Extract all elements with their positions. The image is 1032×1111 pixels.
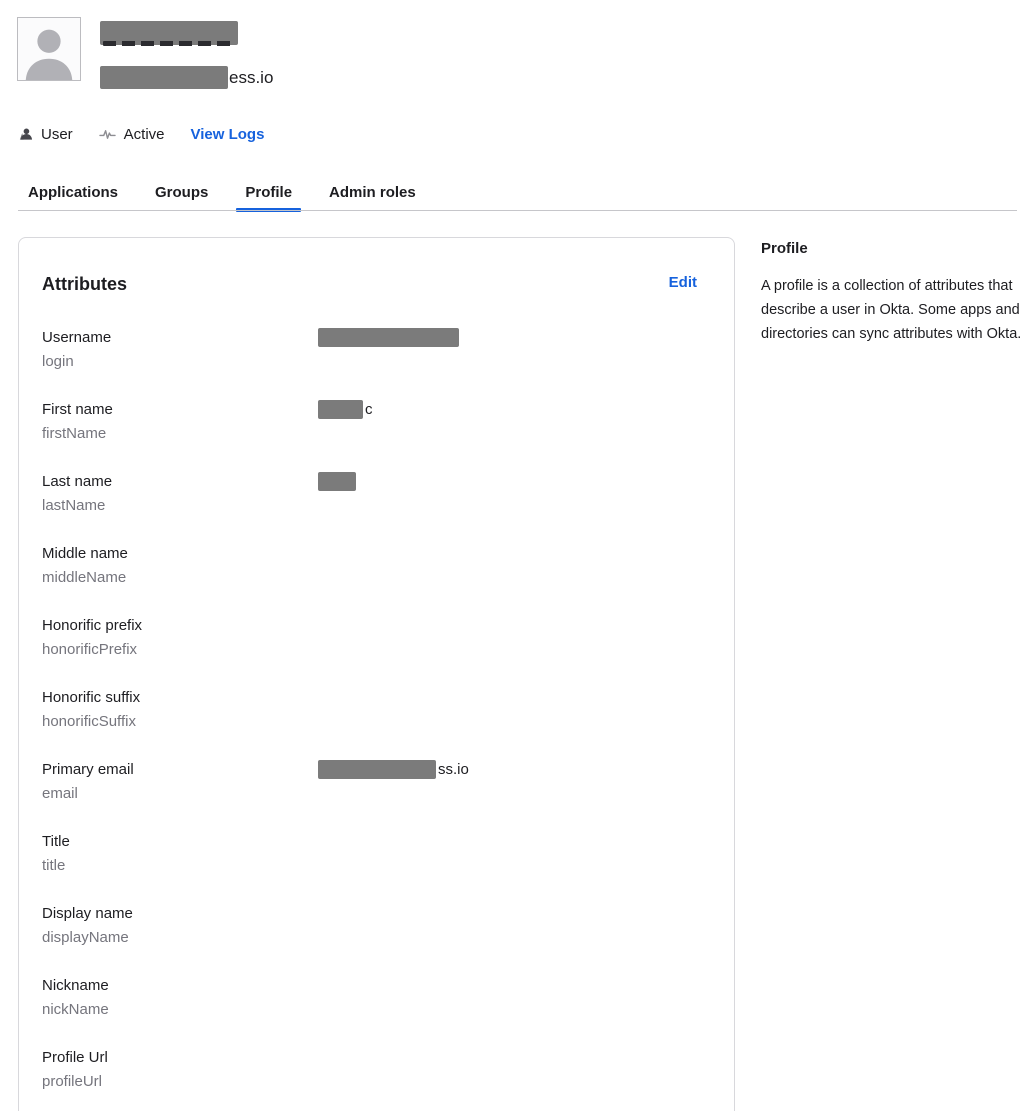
view-logs-link[interactable]: View Logs: [190, 126, 265, 143]
activity-icon: [99, 127, 116, 142]
attribute-row-honorific-suffix: [42, 686, 734, 734]
attribute-label: Middle name: [42, 545, 128, 562]
tab-groups[interactable]: Groups: [155, 184, 209, 201]
user-meta-row: [18, 126, 264, 143]
attribute-key: nickName: [42, 1001, 109, 1018]
redacted-value: [318, 472, 356, 491]
user-icon: [18, 127, 33, 142]
tab-admin-roles[interactable]: Admin roles: [329, 184, 416, 201]
attribute-label: First name: [42, 401, 113, 418]
attribute-key: honorificPrefix: [42, 641, 138, 658]
help-panel-description: A profile is a collection of attributes that describe a user in Okta. Some apps and directories can sync attributes with Okta.: [761, 278, 1022, 342]
email-visible-suffix: ess.io: [229, 67, 274, 87]
attribute-key: profileUrl: [42, 1073, 103, 1090]
attribute-row-nickname: [42, 974, 734, 1022]
redacted-value: [318, 760, 436, 779]
attributes-title: Attributes: [42, 274, 127, 294]
redacted-value: [318, 400, 363, 419]
user-type-label: User: [41, 126, 73, 143]
attribute-label: Last name: [42, 473, 113, 490]
attributes-card: [18, 237, 735, 1111]
attribute-key: lastName: [42, 497, 106, 514]
attribute-row-last-name: [42, 470, 734, 518]
attribute-label: Nickname: [42, 977, 109, 994]
attribute-key: firstName: [42, 425, 107, 442]
edit-attributes-button[interactable]: Edit: [668, 274, 697, 291]
attribute-row-title: [42, 830, 734, 878]
avatar: [17, 17, 81, 81]
attribute-label: Username: [42, 329, 112, 346]
tab-profile[interactable]: Profile: [236, 180, 301, 212]
person-silhouette-icon: [18, 18, 80, 80]
attribute-key: login: [42, 353, 74, 370]
redacted-name-fragment: [103, 41, 234, 46]
attribute-label: Title: [42, 833, 70, 850]
attribute-label: Honorific suffix: [42, 689, 141, 706]
tab-applications[interactable]: Applications: [28, 184, 119, 201]
attribute-label: Primary email: [42, 761, 134, 778]
attribute-key: middleName: [42, 569, 127, 586]
value-visible-fragment: c: [365, 401, 373, 418]
attribute-label: Profile Url: [42, 1049, 108, 1066]
attribute-row-profile-url: [42, 1046, 734, 1094]
attribute-label: Display name: [42, 905, 133, 922]
redacted-user-email: [100, 66, 228, 89]
value-visible-fragment: ss.io: [438, 761, 469, 778]
attribute-key: displayName: [42, 929, 129, 946]
attribute-key: email: [42, 785, 78, 802]
profile-help-panel: [761, 240, 1027, 346]
attribute-row-primary-email: [42, 758, 734, 806]
user-email-line: [100, 66, 273, 89]
profile-tab-bar: [19, 180, 425, 212]
attribute-label: Honorific prefix: [42, 617, 143, 634]
user-type: [18, 126, 73, 143]
help-panel-title: Profile: [761, 240, 808, 257]
attribute-key: honorificSuffix: [42, 713, 136, 730]
attribute-row-middle-name: [42, 542, 734, 590]
attribute-key: title: [42, 857, 66, 874]
redacted-value: [318, 328, 459, 347]
user-status-label: Active: [123, 126, 165, 143]
attributes-list: [19, 326, 734, 1094]
attribute-row-first-name: [42, 398, 734, 446]
attributes-card-header: [19, 238, 734, 295]
attribute-row-honorific-prefix: [42, 614, 734, 662]
attribute-row-display-name: [42, 902, 734, 950]
tab-divider: [18, 210, 1017, 211]
attribute-row-username: [42, 326, 734, 374]
user-status: [99, 126, 165, 143]
